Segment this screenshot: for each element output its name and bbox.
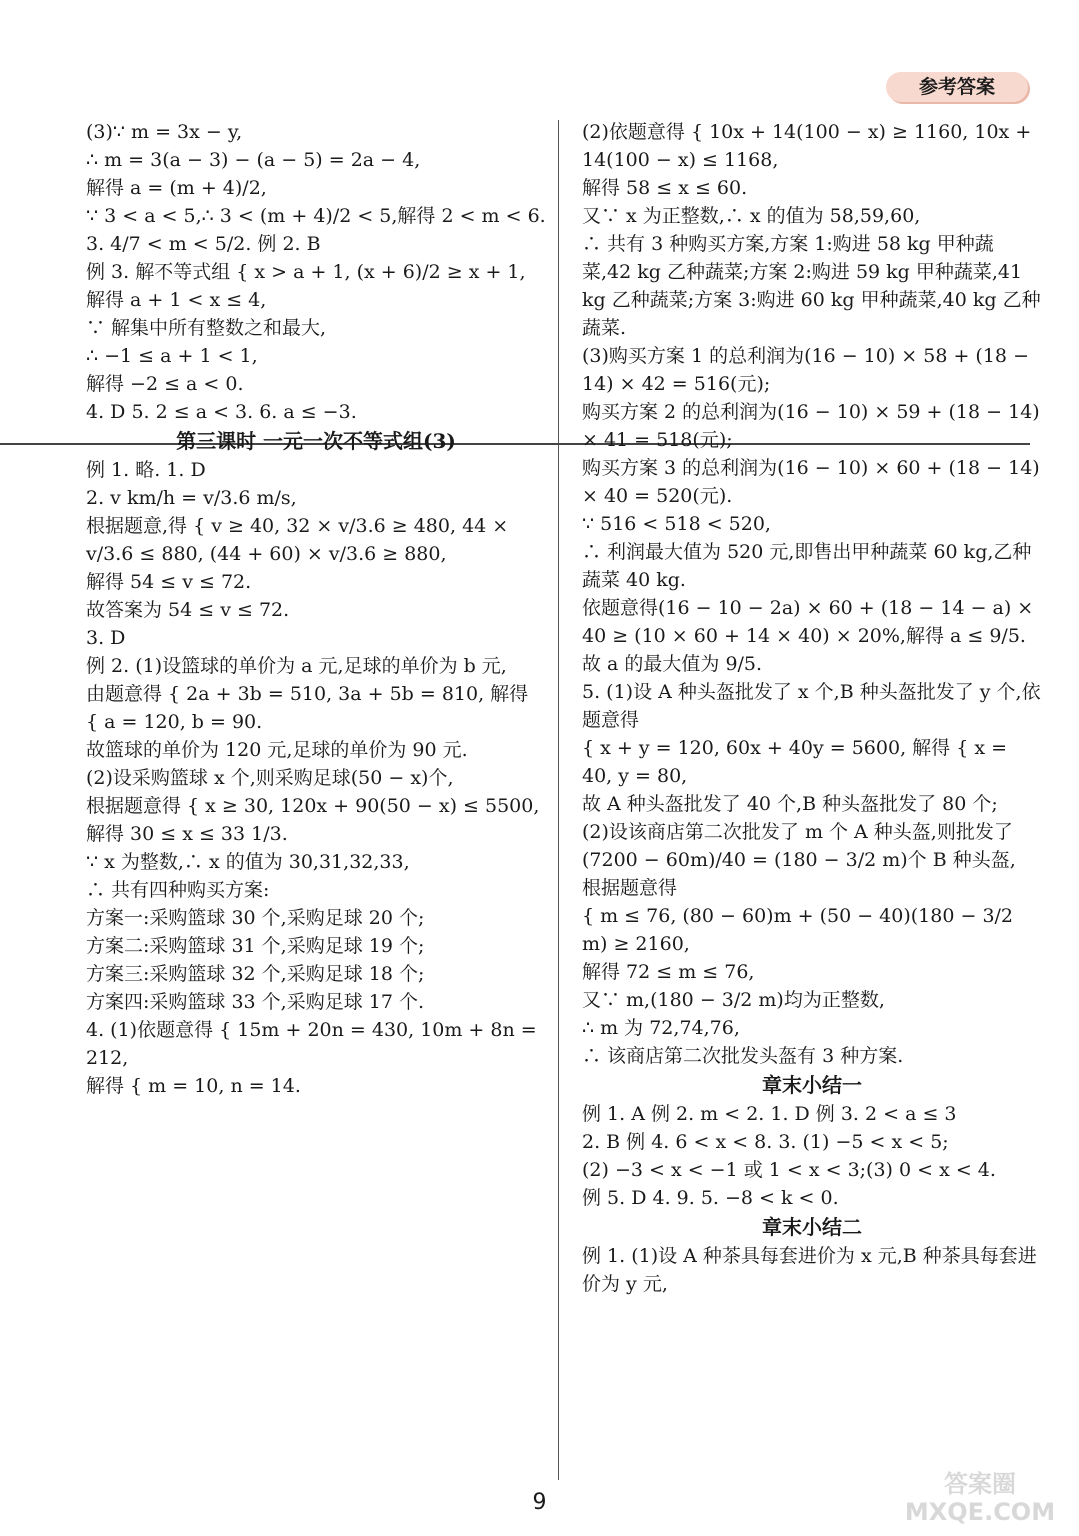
text-line: 例 5. D 4. 9. 5. −8 < k < 0. [582,1187,839,1209]
text-line: (2)设该商店第二次批发了 m 个 A 种头盔,则批发了 (7200 − 60m)/40 = (180 − 3/2 m)个 B 种头盔, [582,821,1016,871]
text-line: (2)依题意得 { 10x + 14(100 − x) ≥ 1160, 10x + 14(100 − x) ≤ 1168, [582,121,1032,171]
text-line: (2) −3 < x < −1 或 1 < x < 3;(3) 0 < x < 4. [582,1159,996,1181]
text-line: ∴ m 为 72,74,76, [582,1017,740,1039]
text-line: 解得 58 ≤ x ≤ 60. [582,177,748,199]
text-line: 例 3. 解不等式组 { x > a + 1, (x + 6)/2 ≥ x + 1, 解得 a + 1 < x ≤ 4, [86,261,526,311]
text-line: 例 1. 略. 1. D [86,459,206,481]
text-line: ∴ 该商店第二次批发头盔有 3 种方案. [582,1045,904,1067]
column-divider [558,120,559,1480]
text-line: 2. B 例 4. 6 < x < 8. 3. (1) −5 < x < 5; [582,1131,949,1153]
text-line: (3)购买方案 1 的总利润为(16 − 10) × 58 + (18 − 14) × 42 = 516(元); [582,345,1029,395]
text-line: 解得 a = (m + 4)/2, [86,177,267,199]
text-line: 4. (1)依题意得 { 15m + 20n = 430, 10m + 8n = 212, [86,1019,537,1069]
section-title: 第三课时 一元一次不等式组(3) [176,429,456,453]
text-line: (3)∵ m = 3x − y, [86,121,243,143]
text-line: 故答案为 54 ≤ v ≤ 72. [86,599,290,621]
text-line: { m ≤ 76, (80 − 60)m + (50 − 40)(180 − 3/2 m) ≥ 2160, [582,905,1014,955]
text-line: 购买方案 3 的总利润为(16 − 10) × 60 + (18 − 14) × 40 = 520(元). [582,457,1040,507]
text-line: 5. (1)设 A 种头盔批发了 x 个,B 种头盔批发了 y 个,依题意得 [582,681,1041,731]
text-line: ∴ 共有 3 种购买方案,方案 1:购进 58 kg 甲种蔬菜,42 kg 乙种蔬菜;方案 2:购进 59 kg 甲种蔬菜,41 kg 乙种蔬菜;方案 3:购进 60 kg 甲种蔬菜,40 kg 乙种蔬菜. [582,233,1041,339]
text-line: 解得 54 ≤ v ≤ 72. [86,571,252,593]
left-column [86,118,546,1100]
text-line: 方案三:采购篮球 32 个,采购足球 18 个; [86,963,425,985]
watermark [900,1470,1060,1530]
text-line: 由题意得 { 2a + 3b = 510, 3a + 5b = 810, 解得 { a = 120, b = 90. [86,683,529,733]
watermark-line: 答案圈 [944,1470,1016,1498]
text-line: 方案二:采购篮球 31 个,采购足球 19 个; [86,935,425,957]
text-line: ∴ m = 3(a − 3) − (a − 5) = 2a − 4, [86,149,421,171]
text-line: ∴ 共有四种购买方案: [86,879,270,901]
text-line: ∵ 解集中所有整数之和最大, [86,317,327,339]
text-line: 例 1. A 例 2. m < 2. 1. D 例 3. 2 < a ≤ 3 [582,1103,957,1125]
text-line: ∵ 516 < 518 < 520, [582,513,771,535]
text-line: ∵ 3 < a < 5,∴ 3 < (m + 4)/2 < 5,解得 2 < m < 6. [86,205,546,227]
text-line: 3. D [86,627,126,649]
text-line: 购买方案 2 的总利润为(16 − 10) × 59 + (18 − 14) × 41 = 518(元); [582,401,1040,451]
text-line: 解得 −2 ≤ a < 0. [86,373,244,395]
text-line: 4. D 5. 2 ≤ a < 3. 6. a ≤ −3. [86,401,357,423]
text-line: ∵ x 为整数,∴ x 的值为 30,31,32,33, [86,851,410,873]
text-line: 例 2. (1)设篮球的单价为 a 元,足球的单价为 b 元, [86,655,507,677]
answer-key-badge: 参考答案 [886,72,1028,102]
text-line: 解得 { m = 10, n = 14. [86,1075,301,1097]
text-line: 又∵ x 为正整数,∴ x 的值为 58,59,60, [582,205,921,227]
text-line: 解得 30 ≤ x ≤ 33 1/3. [86,823,288,845]
text-line: { x + y = 120, 60x + 40y = 5600, 解得 { x = 40, y = 80, [582,737,1007,787]
text-line: 又∵ m,(180 − 3/2 m)均为正整数, [582,989,885,1011]
text-line: (2)设采购篮球 x 个,则采购足球(50 − x)个, [86,767,454,789]
text-line: 根据题意,得 { v ≥ 40, 32 × v/3.6 ≥ 480, 44 × v/3.6 ≤ 880, (44 + 60) × v/3.6 ≥ 880, [86,515,509,565]
text-line: ∴ 利润最大值为 520 元,即售出甲种蔬菜 60 kg,乙种蔬菜 40 kg. [582,541,1032,591]
watermark-line: MXQE.COM [904,1498,1056,1526]
text-line: 3. 4/7 < m < 5/2. 例 2. B [86,233,321,255]
right-column [582,118,1042,1298]
text-line: 故篮球的单价为 120 元,足球的单价为 90 元. [86,739,468,761]
text-line: 2. v km/h = v/3.6 m/s, [86,487,297,509]
text-line: 解得 72 ≤ m ≤ 76, [582,961,755,983]
text-line: 根据题意得 { x ≥ 30, 120x + 90(50 − x) ≤ 5500, [86,795,540,817]
text-line: 故 A 种头盔批发了 40 个,B 种头盔批发了 80 个; [582,793,998,815]
text-line: ∴ −1 ≤ a + 1 < 1, [86,345,258,367]
section-title: 章末小结一 [762,1073,862,1097]
text-line: 方案一:采购篮球 30 个,采购足球 20 个; [86,907,425,929]
section-title: 章末小结二 [762,1215,862,1239]
text-line: 方案四:采购篮球 33 个,采购足球 17 个. [86,991,424,1013]
text-line: 根据题意得 [582,877,678,899]
text-line: 例 1. (1)设 A 种茶具每套进价为 x 元,B 种茶具每套进价为 y 元, [582,1245,1037,1295]
text-line: 依题意得(16 − 10 − 2a) × 60 + (18 − 14 − a) × 40 ≥ (10 × 60 + 14 × 40) × 20%,解得 a ≤ 9/5. [582,597,1034,647]
text-line: 故 a 的最大值为 9/5. [582,653,763,675]
page-number: 9 [532,1490,547,1515]
